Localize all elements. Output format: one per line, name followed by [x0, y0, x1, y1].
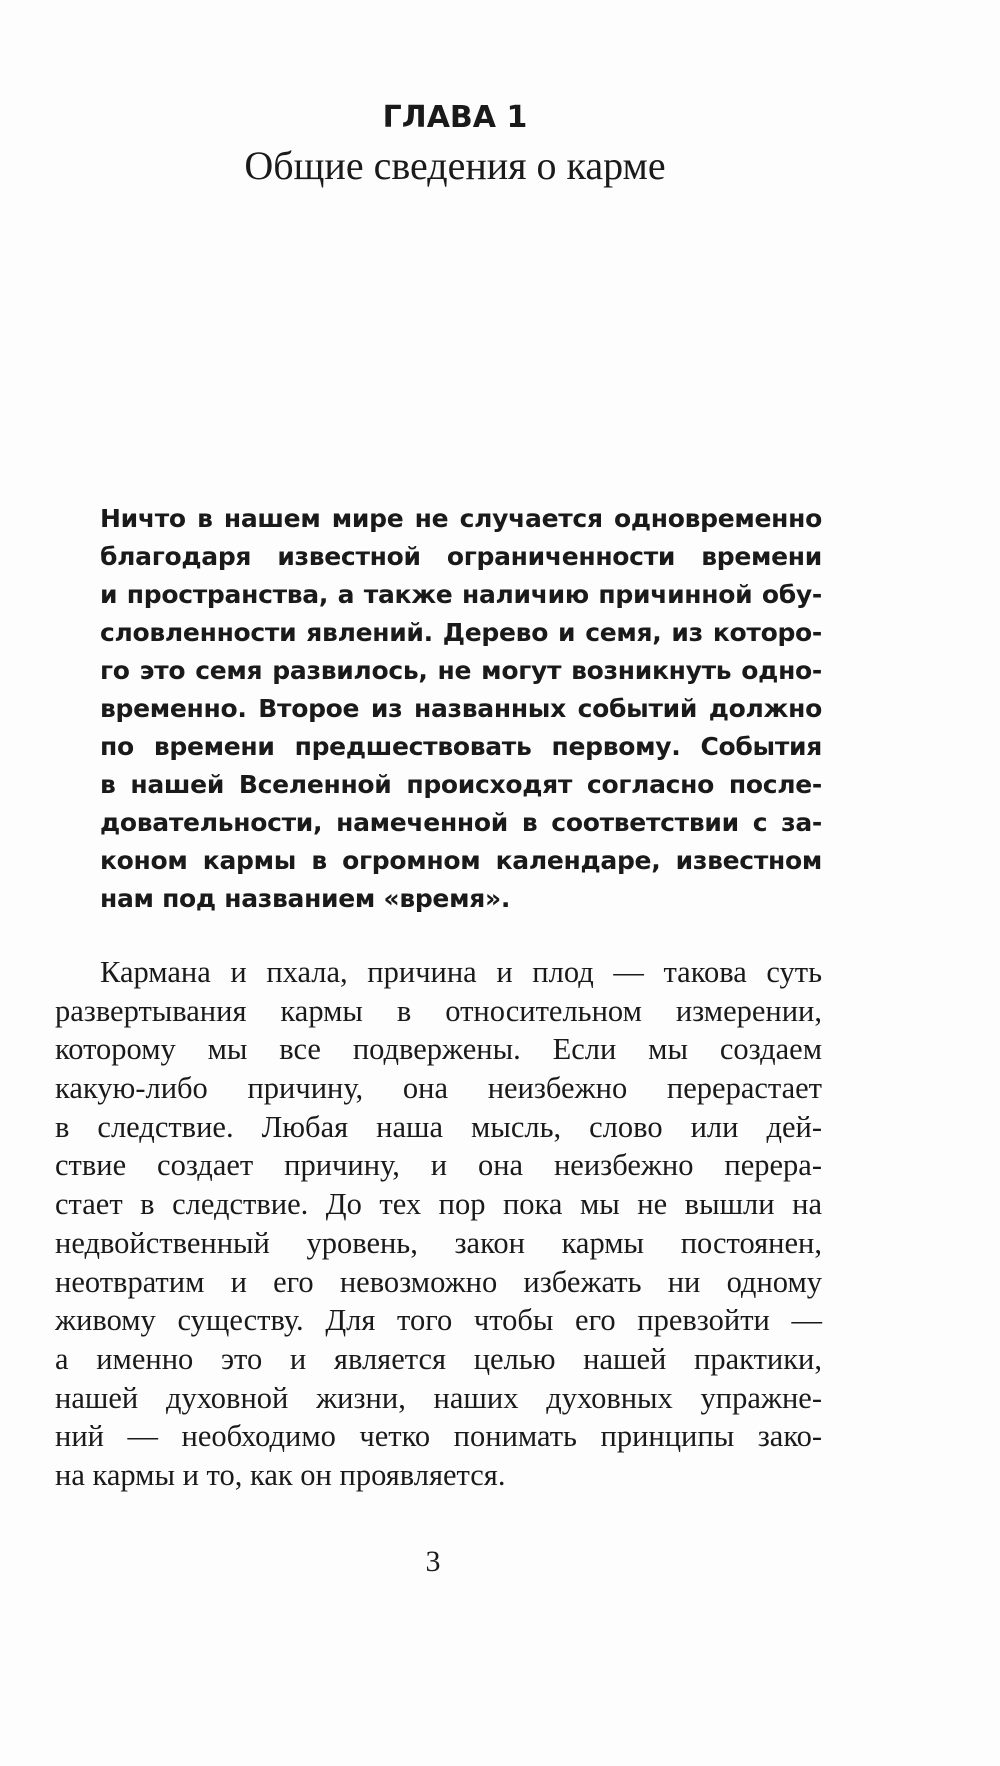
text-line: нам под названием «время».	[100, 884, 511, 913]
body-paragraph	[55, 953, 822, 1495]
text-line: по времени предшествовать первому. События	[100, 732, 822, 761]
text-line: нашей духовной жизни, наших духовных упражне-	[55, 1380, 822, 1415]
text-line: в следствие. Любая наша мысль, слово или дей-	[55, 1109, 822, 1144]
text-line: развертывания кармы в относительном измерении,	[55, 993, 822, 1028]
text-line: стает в следствие. До тех пор пока мы не вышли на	[55, 1187, 822, 1222]
text-line: ствие создает причину, и она неизбежно перера-	[55, 1148, 822, 1183]
text-line: какую-либо причину, она неизбежно перерастает	[55, 1071, 822, 1106]
chapter-label: ГЛАВА 1	[382, 100, 528, 135]
text-line: живому существу. Для того чтобы его превзойти —	[55, 1303, 822, 1338]
text-line: ний — необходимо четко понимать принципы зако-	[55, 1419, 822, 1454]
text-line: коном кармы в огромном календаре, известном	[100, 846, 822, 875]
text-line: неотвратим и его невозможно избежать ни одному	[55, 1264, 822, 1299]
text-line: недвойственный уровень, закон кармы постоянен,	[55, 1225, 822, 1260]
text-line: временно. Второе из названных событий должно	[100, 694, 822, 723]
lead-paragraph	[100, 500, 822, 918]
text-line: Ничто в нашем мире не случается одновременно	[100, 504, 822, 533]
text-line: которому мы все подвержены. Если мы создаем	[55, 1032, 822, 1067]
text-line: и пространства, а также наличию причинной обу-	[100, 580, 822, 609]
text-line: на кармы и то, как он проявляется.	[55, 1457, 506, 1492]
text-line: го это семя развилось, не могут возникнуть одно-	[100, 656, 822, 685]
text-line: довательности, намеченной в соответствии с за-	[100, 808, 822, 837]
text-line: Кармана и пхала, причина и плод — такова суть	[100, 955, 822, 989]
text-line: благодаря известной ограниченности времени	[100, 542, 822, 571]
text-line: а именно это и является целью нашей практики,	[55, 1341, 822, 1376]
text-line: в нашей Вселенной происходят согласно после-	[100, 770, 822, 799]
chapter-title: Общие сведения о карме	[244, 143, 666, 188]
page-number: 3	[425, 1545, 441, 1578]
text-line: словленности явлений. Дерево и семя, из которо-	[100, 618, 822, 647]
